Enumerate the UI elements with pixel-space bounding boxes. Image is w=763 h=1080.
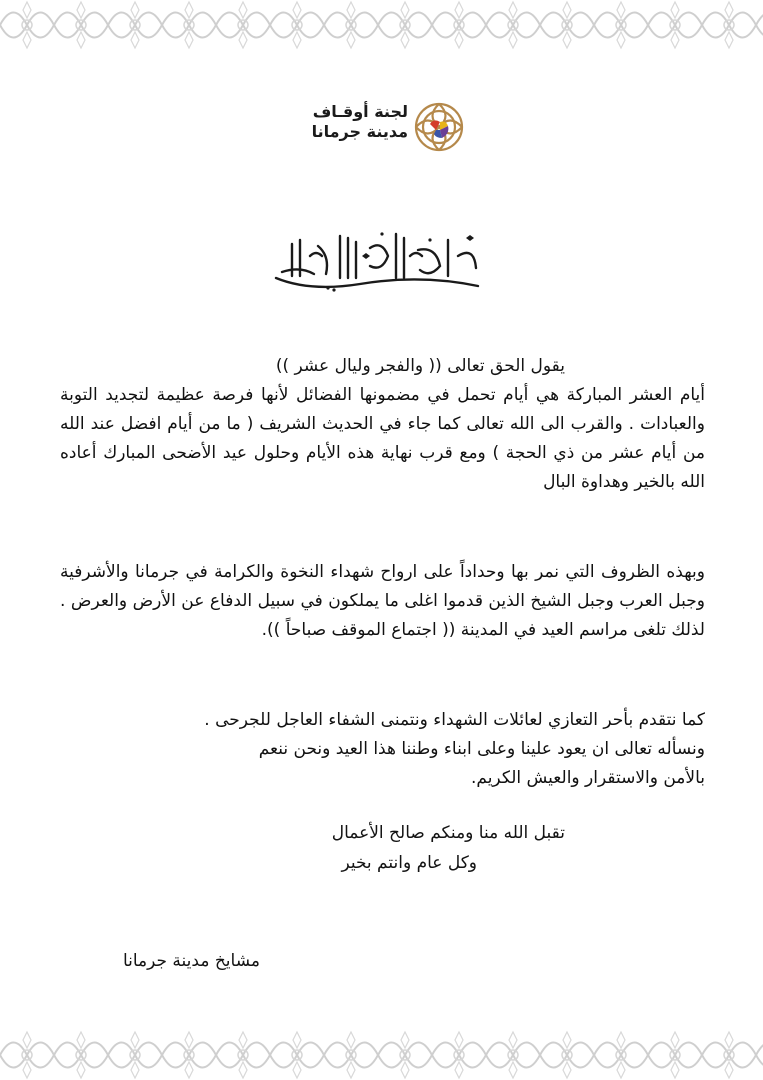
closing-line-1: تقبل الله منا ومنكم صالح الأعمال	[331, 823, 565, 843]
paragraph-3	[60, 706, 705, 793]
opening-verse: يقول الحق تعالى (( والفجر وليال عشر ))	[275, 356, 565, 376]
paragraph-2	[60, 558, 705, 645]
closing-line-2: وكل عام وانتم بخير	[341, 853, 477, 873]
signature: مشايخ مدينة جرمانا	[122, 951, 260, 971]
paragraph-2-text: وبهذه الظروف التي نمر بها وحداداً على ارواح شهداء النخوة والكرامة في جرمانا والأشرفية وجبل العرب وجبل الشيخ الذين قدموا اغلى ما يملكون في سبيل الدفاع عن الأرض والعرض . لذلك تلغى مراسم العيد في المدينة (( اجتماع الموقف صباحاً )).	[60, 562, 705, 640]
logo-subtitle: مدينة جرمانا	[311, 122, 408, 141]
paragraph-1-text: أيام العشر المباركة هي أيام تحمل في مضمونها الفضائل لأنها فرصة عظيمة لتجديد التوبة والعبادات . والقرب الى الله تعالى كما جاء في الحديث الشريف ( ما من أيام افضل عند الله من أيام عشر من ذي الحجة ) ومع قرب نهاية هذه الأيام وحلول عيد الأضحى المبارك أعاده الله بالخير وهداوة البال	[60, 385, 705, 492]
logo-emblem-icon	[412, 96, 466, 158]
top-ornamental-border	[0, 0, 763, 50]
arabesque-pattern-icon	[0, 1030, 763, 1080]
committee-logo	[300, 96, 470, 160]
basmala-calligraphy-icon	[270, 226, 485, 298]
paragraph-1	[60, 381, 705, 497]
paragraph-3-line-3: بالأمن والاستقرار والعيش الكريم.	[470, 768, 705, 788]
paragraph-3-line-1: كما نتقدم بأحر التعازي لعائلات الشهداء ونتمنى الشفاء العاجل للجرحى .	[204, 710, 705, 730]
basmala-calligraphy	[270, 226, 485, 298]
arabesque-pattern-icon	[0, 0, 763, 50]
bottom-ornamental-border	[0, 1030, 763, 1080]
paragraph-3-line-2: ونسأله تعالى ان يعود علينا وعلى ابناء وطننا هذا العيد ونحن ننعم	[258, 739, 705, 759]
logo-text	[312, 102, 408, 142]
closing-greeting	[200, 818, 565, 878]
logo-title: لجنة أوقـاف	[312, 102, 408, 121]
